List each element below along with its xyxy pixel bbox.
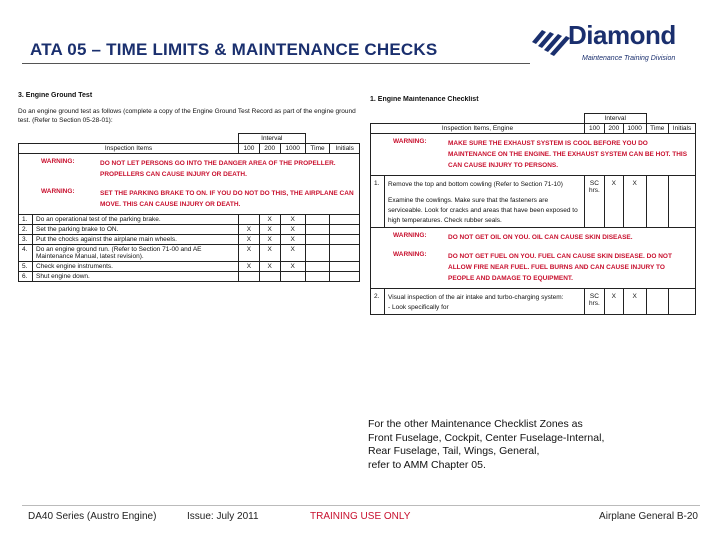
table-row <box>19 262 360 272</box>
row-initials <box>669 176 696 228</box>
row-text-line: - Look specifically for <box>388 304 449 311</box>
row-number: 1. <box>371 176 385 228</box>
warning-label: WARNING: <box>393 251 427 258</box>
interval-header: Interval <box>585 114 647 124</box>
row-check: X <box>604 289 623 315</box>
row-text: Set the parking brake to ON. <box>33 225 239 235</box>
note-line: For the other Maintenance Checklist Zones as <box>368 418 583 430</box>
row-text-line: Visual inspection of the air intake and turbo-charging system: <box>388 294 564 301</box>
row-time <box>305 262 330 272</box>
row-check <box>239 272 260 282</box>
row-text: Do an operational test of the parking brake. <box>33 215 239 225</box>
diamond-logo <box>528 18 703 70</box>
table-row <box>371 176 696 228</box>
row-time <box>305 272 330 282</box>
row-number: 2. <box>19 225 33 235</box>
row-check <box>280 272 305 282</box>
row-initials <box>330 262 360 272</box>
row-text: Put the chocks against the airplane main wheels. <box>33 235 239 245</box>
warning-label: WARNING: <box>41 158 75 165</box>
diamond-logo-icon <box>528 22 572 56</box>
warning-text: DO NOT GET OIL ON YOU. OIL CAN CAUSE SKIN DISEASE. <box>448 234 633 241</box>
row-check: X <box>259 215 280 225</box>
row-check <box>239 215 260 225</box>
row-check: X <box>604 176 623 228</box>
footer-issue: Issue: July 2011 <box>187 511 259 522</box>
col-header: 100 <box>585 124 605 134</box>
col-header: Time <box>305 144 330 154</box>
section-heading: 3. Engine Ground Test <box>18 92 93 99</box>
table-row <box>19 245 360 262</box>
warning-text: DO NOT GET FUEL ON YOU. FUEL CAN CAUSE SKIN DISEASE. DO NOT ALLOW FIRE NEAR FUEL. FUEL BURNS AND CAN CAUSE INJURY TO PEOPLE AND DAMAGE TO EQUIPMENT. <box>448 253 672 282</box>
warning-label: WARNING: <box>393 232 427 239</box>
interval-header: Interval <box>239 134 306 144</box>
col-header: Initials <box>669 124 696 134</box>
zones-note <box>368 418 604 472</box>
row-initials <box>330 215 360 225</box>
row-text <box>385 289 585 315</box>
row-time <box>646 176 668 228</box>
row-number: 6. <box>19 272 33 282</box>
row-check: X <box>623 289 646 315</box>
row-check: X <box>259 245 280 262</box>
warning-text: DO NOT LET PERSONS GO INTO THE DANGER AREA OF THE PROPELLER. PROPELLERS CAN CAUSE INJURY OR DEATH. <box>100 160 336 178</box>
intro-paragraph: Do an engine ground test as follows (complete a copy of the Engine Ground Test Record as part of the engine ground test. (Refer to Section 05-28-01): <box>18 108 356 124</box>
row-check: X <box>623 176 646 228</box>
row-check: X <box>280 225 305 235</box>
warning-text: MAKE SURE THE EXHAUST SYSTEM IS COOL BEFORE YOU DO MAINTENANCE ON THE ENGINE. THE EXHAUST SYSTEM CAN BE HOT. THIS CAN CAUSE INJURY TO PERSONS. <box>448 140 688 169</box>
logo-wordmark: Diamond <box>568 20 676 50</box>
row-initials <box>669 289 696 315</box>
row-text: Check engine instruments. <box>33 262 239 272</box>
warning-row <box>371 134 696 176</box>
table-row <box>19 235 360 245</box>
row-check: X <box>239 225 260 235</box>
col-header: Initials <box>330 144 360 154</box>
row-number: 4. <box>19 245 33 262</box>
footer-model: DA40 Series (Austro Engine) <box>28 511 157 522</box>
note-line: Front Fuselage, Cockpit, Center Fuselage-Internal, <box>368 431 605 444</box>
note-line: refer to AMM Chapter 05. <box>368 458 486 471</box>
row-check: X <box>280 235 305 245</box>
footer-classification: TRAINING USE ONLY <box>310 511 411 522</box>
footer-page-number: Airplane General B-20 <box>599 511 698 522</box>
row-check: X <box>280 245 305 262</box>
row-text: Shut engine down. <box>33 272 239 282</box>
row-check: SC hrs. <box>585 289 605 315</box>
warning-label: WARNING: <box>41 188 75 195</box>
row-text <box>385 176 585 228</box>
row-initials <box>330 225 360 235</box>
row-check: X <box>239 262 260 272</box>
row-time <box>646 289 668 315</box>
table-row <box>19 215 360 225</box>
slide-title: ATA 05 – TIME LIMITS & MAINTENANCE CHECKS <box>30 40 438 59</box>
row-initials <box>330 235 360 245</box>
ground-test-table <box>18 133 360 282</box>
warning-label: WARNING: <box>393 138 427 145</box>
table-row <box>371 289 696 315</box>
warning-row <box>371 228 696 289</box>
row-time <box>305 225 330 235</box>
row-number: 5. <box>19 262 33 272</box>
section-heading: 1. Engine Maintenance Checklist <box>370 96 479 103</box>
items-header: Inspection Items, Engine <box>371 124 585 134</box>
title-divider <box>22 63 530 64</box>
row-time <box>305 235 330 245</box>
row-number: 1. <box>19 215 33 225</box>
engine-ground-test-excerpt <box>18 92 366 342</box>
table-row <box>19 225 360 235</box>
engine-maintenance-checklist-excerpt <box>370 96 700 406</box>
row-number: 3. <box>19 235 33 245</box>
items-header: Inspection Items <box>19 144 239 154</box>
logo-subtitle: Maintenance Training Division <box>582 55 676 62</box>
row-initials <box>330 272 360 282</box>
row-number: 2. <box>371 289 385 315</box>
note-line: Rear Fuselage, Tail, Wings, General, <box>368 445 540 457</box>
row-check: X <box>280 215 305 225</box>
row-check: X <box>239 235 260 245</box>
row-check: X <box>259 225 280 235</box>
row-check: X <box>280 262 305 272</box>
row-time <box>305 215 330 225</box>
row-check <box>259 272 280 282</box>
warning-text: SET THE PARKING BRAKE TO ON. IF YOU DO NOT DO THIS, THE AIRPLANE CAN MOVE. THIS CAN CAUSE INJURY OR DEATH. <box>100 190 354 208</box>
engine-checklist-table <box>370 113 696 315</box>
table-row <box>19 272 360 282</box>
col-header: Time <box>646 124 668 134</box>
col-header: 200 <box>604 124 623 134</box>
footer-divider <box>22 505 700 506</box>
row-text-line: Examine the cowlings. Make sure that the fasteners are serviceable. Look for cracks and areas that have been exposed to high temperatures. Check rubber seals. <box>388 197 578 224</box>
row-initials <box>330 245 360 262</box>
row-text: Do an engine ground run. (Refer to Section 71-00 and AE Maintenance Manual, latest revision). <box>33 245 239 262</box>
row-text-line: Remove the top and bottom cowling (Refer to Section 71-10) <box>388 181 563 188</box>
col-header: 200 <box>259 144 280 154</box>
row-check: X <box>239 245 260 262</box>
row-check: X <box>259 235 280 245</box>
col-header: 100 <box>239 144 260 154</box>
col-header: 1000 <box>280 144 305 154</box>
row-time <box>305 245 330 262</box>
row-check: X <box>259 262 280 272</box>
row-check: SC hrs. <box>585 176 605 228</box>
warning-row <box>19 154 360 215</box>
col-header: 1000 <box>623 124 646 134</box>
